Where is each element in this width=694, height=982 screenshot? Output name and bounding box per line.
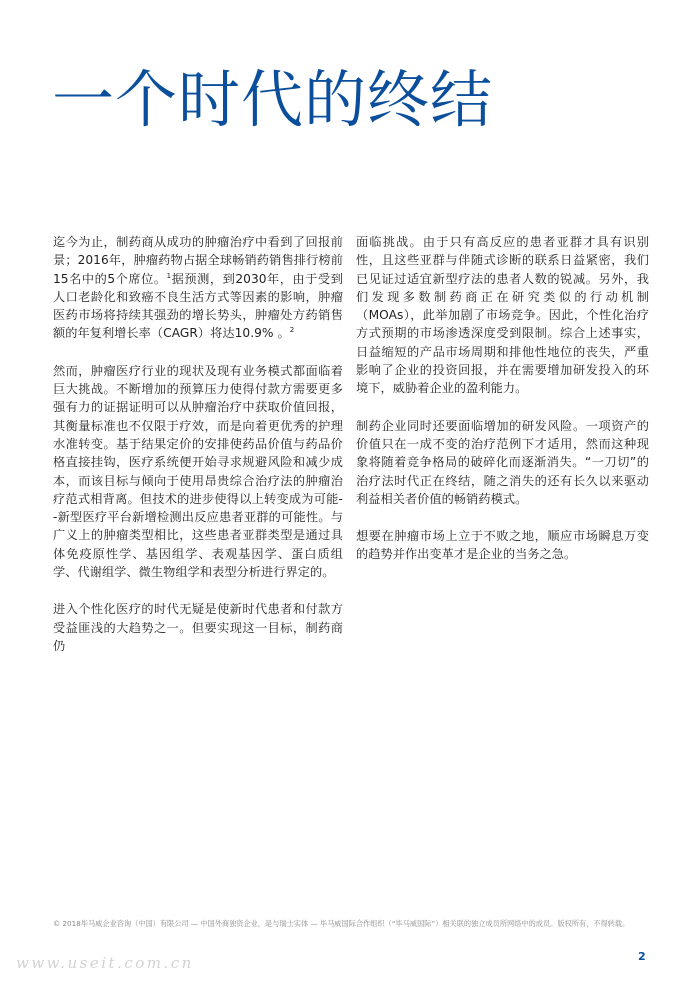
paragraph-challenges: 然而，肿瘤医疗行业的现状及现有业务模式都面临着巨大挑战。不断增加的预算压力使得付款方需要更多强有力的证据证明可以从肿瘤治疗中获取价值回报，其衡量标准也不仅限于疗效，而是向着更优秀的护理水准转变。基于结果定价的安排使药品价值与药品价格直接挂钩，医疗系统便开始寻求规避风险和减少成本，而该目标与倾向于使用昂贵综合治疗法的肿瘤治疗范式相背离。但技术的进步使得以上转变成为可能--新型医疗平台新增检测出反应患者亚群的可能性。与广义上的肿瘤类型相比，这些患者亚群类型是通过具体免疫原性学、基因组学、表观基因学、蛋白质组学、代谢组学、微生物组学和表型分析进行界定的。 [53, 363, 343, 580]
page-title: 一个时代的终结 [52, 63, 494, 136]
left-column [53, 233, 343, 674]
paragraph-rd-risk: 制药企业同时还要面临增加的研发风险。一项资产的价值只在一成不变的治疗范例下才适用，然而这种现象将随着竞争格局的破碎化而逐渐消失。“一刀切”的治疗法时代正在终结，随之消失的还有长久以来驱动利益相关者价值的畅销药模式。 [356, 418, 649, 506]
paragraph-intro-text-cont: 据预测，到2030年，由于受到人口老龄化和致癌不良生活方式等因素的影响，肿瘤医药市场将持续其强劲的增长势头，肿瘤处方药销售额的年复利增长率（CAGR）将达10.9% 。 [53, 271, 343, 341]
page-number: 2 [638, 950, 646, 963]
footnote-ref-2[interactable]: 2 [289, 326, 295, 335]
paragraph-personalized-medicine: 进入个性化医疗的时代无疑是使新时代患者和付款方受益匪浅的大趋势之一。但要实现这一目标，制药商仍 [53, 602, 343, 653]
paragraph-intro [53, 233, 343, 343]
right-column [356, 233, 649, 583]
paragraph-intro-text: 迄今为止，制药商从成功的肿瘤治疗中看到了回报前景；2016年，肿瘤药物占据全球畅销药销售排行榜前15名中的5个席位。 [53, 235, 343, 286]
footnote-ref-1[interactable]: 1 [166, 271, 172, 280]
paragraph-conclusion: 想要在肿瘤市场上立于不败之地，顺应市场瞬息万变的趋势并作出变革才是企业的当务之急。 [356, 529, 649, 562]
watermark: www.useit.com.cn [16, 954, 194, 972]
paragraph-market-challenges: 面临挑战。由于只有高反应的患者亚群才具有识别性，且这些亚群与伴随式诊断的联系日益紧密，我们已见证过适宜新型疗法的患者人数的锐减。另外，我们发现多数制药商正在研究类似的行动机制（MOAs），此举加剧了市场竞争。因此，个性化治疗方式预期的市场渗透深度受到限制。综合上述事实，日益缩短的产品市场周期和排他性地位的丧失，严重影响了企业的投资回报，并在需要增加研发投入的环境下，威胁着企业的盈利能力。 [356, 235, 649, 396]
copyright-footer: © 2018毕马威企业咨询（中国）有限公司 — 中国外商独资企业，是与瑞士实体 — 毕马威国际合作组织（“毕马威国际”）相关联的独立成员所网络中的成员。版权所有，不得转载。 [53, 919, 630, 928]
